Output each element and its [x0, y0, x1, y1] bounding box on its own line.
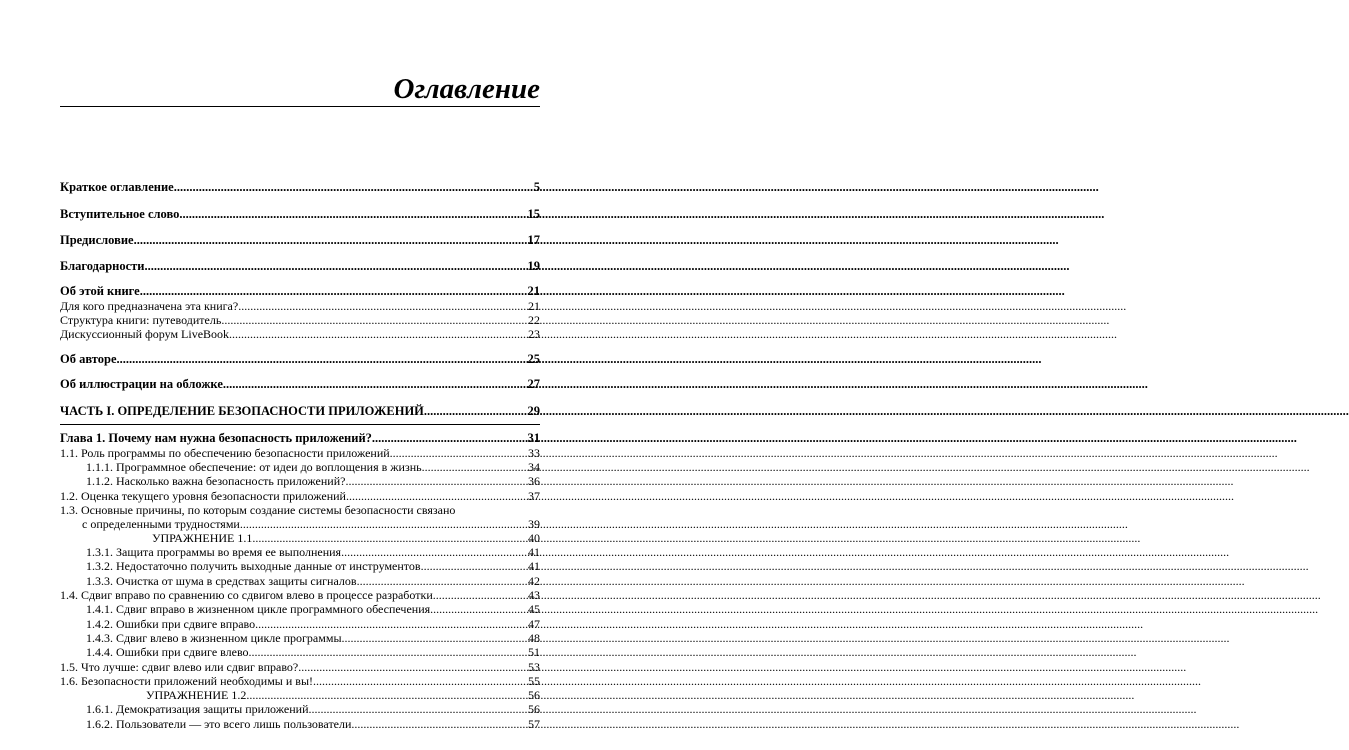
toc-entry-page: 48 — [528, 631, 540, 645]
toc-entry-page: 34 — [528, 460, 540, 474]
toc-entry-title: 1.3.3. Очистка от шума в средствах защиты сигналов — [86, 574, 357, 588]
toc-entry-title: ЧАСТЬ I. ОПРЕДЕЛЕНИЕ БЕЗОПАСНОСТИ ПРИЛОЖЕНИЙ — [60, 404, 424, 418]
toc-entry[interactable] — [60, 207, 540, 221]
toc-entry-title: 1.1.2. Насколько важна безопасность приложений? — [86, 474, 346, 488]
toc-entry-title: Структура книги: путеводитель — [60, 313, 222, 327]
toc-leader — [433, 588, 528, 602]
toc-entry-title: 1.4.2. Ошибки при сдвиге вправо — [86, 617, 256, 631]
toc-entry-title: Об иллюстрации на обложке — [60, 377, 223, 391]
toc-entry-title: Дискуссионный форум LiveBook — [60, 327, 230, 341]
toc-entry-page: 53 — [528, 660, 540, 674]
toc-exercise-entry[interactable] — [146, 688, 540, 702]
toc-entry[interactable] — [86, 717, 540, 731]
toc-leader — [179, 207, 527, 221]
toc-leader — [298, 660, 528, 674]
toc-entry-title: 1.1.1. Программное обеспечение: от идеи до воплощения в жизнь — [86, 460, 422, 474]
toc-leader — [221, 313, 528, 327]
toc-entry-page: 45 — [528, 602, 540, 616]
toc-leader — [357, 574, 528, 588]
toc-entry-title: 1.4.1. Сдвиг вправо в жизненном цикле программного обеспечения — [86, 602, 431, 616]
toc-entry-page: 56 — [528, 688, 540, 702]
toc-leader — [345, 474, 528, 488]
toc-entry-title: 1.4.3. Сдвиг влево в жизненном цикле программы — [86, 631, 342, 645]
toc-entry-page: 27 — [527, 377, 540, 391]
toc-entry-page: 41 — [528, 559, 540, 573]
toc-entry-title: Для кого предназначена эта книга? — [60, 299, 239, 313]
toc-entry-page: 17 — [527, 233, 540, 247]
toc-entry-page: 39 — [528, 517, 540, 531]
toc-entry[interactable] — [60, 352, 540, 366]
toc-entry-page: 42 — [528, 574, 540, 588]
toc-leader — [351, 717, 528, 731]
toc-entry-page: 21 — [527, 284, 540, 298]
toc-leader — [252, 531, 528, 545]
toc-leader — [117, 352, 528, 366]
toc-entry[interactable] — [60, 377, 540, 391]
toc-leader — [341, 545, 528, 559]
toc-entry[interactable] — [86, 460, 540, 474]
toc-leader — [229, 327, 528, 341]
title-rule — [60, 106, 540, 107]
toc-entry[interactable] — [60, 588, 540, 602]
toc-entry-title: 1.6.2. Пользователи — это всего лишь пользователи — [86, 717, 352, 731]
toc-entry-title: УПРАЖНЕНИЕ 1.1 — [152, 531, 253, 545]
toc-entry-page: 5 — [533, 180, 540, 194]
toc-entry[interactable] — [60, 233, 540, 247]
toc-entry-page: 33 — [528, 446, 540, 460]
toc-entry-title: Краткое оглавление — [60, 180, 174, 194]
toc-entry[interactable] — [60, 446, 540, 460]
toc-entry[interactable] — [86, 631, 540, 645]
toc-entry-page: 51 — [528, 645, 540, 659]
toc-leader — [313, 674, 528, 688]
toc-leader — [424, 404, 528, 418]
toc-entry-title: с определенными трудностями — [82, 517, 240, 531]
toc-entry[interactable] — [82, 517, 540, 531]
toc-entry[interactable] — [86, 602, 540, 616]
toc-entry-title: Глава 1. Почему нам нужна безопасность приложений? — [60, 431, 372, 445]
toc-entry-page: 36 — [528, 474, 540, 488]
toc-entry-page: 47 — [528, 617, 540, 631]
toc-chapter-entry[interactable] — [60, 431, 540, 445]
toc-entry-page: 31 — [527, 431, 540, 445]
toc-entry-page: 15 — [527, 207, 540, 221]
toc-leader — [430, 602, 528, 616]
toc-leader — [140, 284, 528, 298]
toc-entry[interactable] — [60, 674, 540, 688]
toc-entry[interactable] — [60, 489, 540, 503]
toc-entry-title: 1.3.2. Недостаточно получить выходные данные от инструментов — [86, 559, 421, 573]
toc-entry-page: 57 — [528, 717, 540, 731]
toc-leader — [240, 517, 528, 531]
toc-entry-page: 21 — [528, 299, 540, 313]
toc-leader — [342, 631, 528, 645]
toc-entry[interactable] — [60, 660, 540, 674]
toc-leader — [249, 645, 528, 659]
toc-entry-title: 1.4.4. Ошибки при сдвиге влево — [86, 645, 249, 659]
toc-entry-page: 22 — [528, 313, 540, 327]
toc-entry-title: Предисловие — [60, 233, 134, 247]
toc-leader — [174, 180, 534, 194]
toc-entry-title: 1.1. Роль программы по обеспечению безопасности приложений — [60, 446, 390, 460]
toc-entry-page: 43 — [528, 588, 540, 602]
toc-entry-title: Вступительное слово — [60, 207, 180, 221]
toc-entry[interactable] — [86, 474, 540, 488]
toc-entry-title-line1: 1.3. Основные причины, по которым создание системы безопасности связано — [60, 503, 456, 517]
toc-entry-page: 55 — [528, 674, 540, 688]
toc-leader — [390, 446, 528, 460]
toc-entry[interactable] — [60, 327, 540, 341]
toc-entry[interactable] — [86, 617, 540, 631]
toc-leader — [346, 489, 528, 503]
toc-entry-title: 1.4. Сдвиг вправо по сравнению со сдвигом влево в процессе разработки — [60, 588, 433, 602]
toc-entry[interactable] — [86, 702, 540, 716]
toc-part-entry[interactable] — [60, 404, 540, 418]
toc-entry[interactable] — [60, 180, 540, 194]
toc-entry[interactable] — [86, 645, 540, 659]
toc-entry[interactable] — [60, 313, 540, 327]
toc-leader — [238, 299, 528, 313]
toc-entry-title: УПРАЖНЕНИЕ 1.2 — [146, 688, 247, 702]
chapter-separator-rule — [60, 424, 540, 425]
toc-entry[interactable] — [86, 545, 540, 559]
toc-leader — [372, 431, 528, 445]
toc-leader — [246, 688, 528, 702]
toc-entry-title: Благодарности — [60, 259, 145, 273]
toc-entry-page: 19 — [527, 259, 540, 273]
toc-entry-title: Об авторе — [60, 352, 117, 366]
toc-entry[interactable] — [86, 574, 540, 588]
toc-entry-title: 1.6.1. Демократизация защиты приложений — [86, 702, 309, 716]
toc-entry-title: Об этой книге — [60, 284, 140, 298]
toc-entry-page: 56 — [528, 702, 540, 716]
toc-entry-page: 29 — [527, 404, 540, 418]
toc-entry-page: 23 — [528, 327, 540, 341]
toc-leader — [422, 460, 528, 474]
toc-entry[interactable] — [60, 284, 540, 298]
toc-entry-page: 37 — [528, 489, 540, 503]
toc-entry-title: 1.5. Что лучше: сдвиг влево или сдвиг вправо? — [60, 660, 299, 674]
toc-entry[interactable] — [60, 299, 540, 313]
toc-leader — [223, 377, 528, 391]
toc-entry-page: 40 — [528, 531, 540, 545]
toc-leader — [255, 617, 528, 631]
toc-leader — [145, 259, 528, 273]
toc-leader — [421, 559, 528, 573]
toc-entry-title: 1.3.1. Защита программы во время ее выполнения — [86, 545, 342, 559]
toc-leader — [134, 233, 528, 247]
toc-entry-title: 1.2. Оценка текущего уровня безопасности приложений — [60, 489, 346, 503]
toc-entry[interactable] — [60, 259, 540, 273]
page-title: Оглавление — [393, 73, 540, 105]
toc-entry-page: 25 — [527, 352, 540, 366]
toc-entry-title: 1.6. Безопасности приложений необходимы и вы! — [60, 674, 314, 688]
toc-exercise-entry[interactable] — [152, 531, 540, 545]
toc-entry-page: 41 — [528, 545, 540, 559]
toc-leader — [309, 702, 529, 716]
toc-entry[interactable] — [86, 559, 540, 573]
